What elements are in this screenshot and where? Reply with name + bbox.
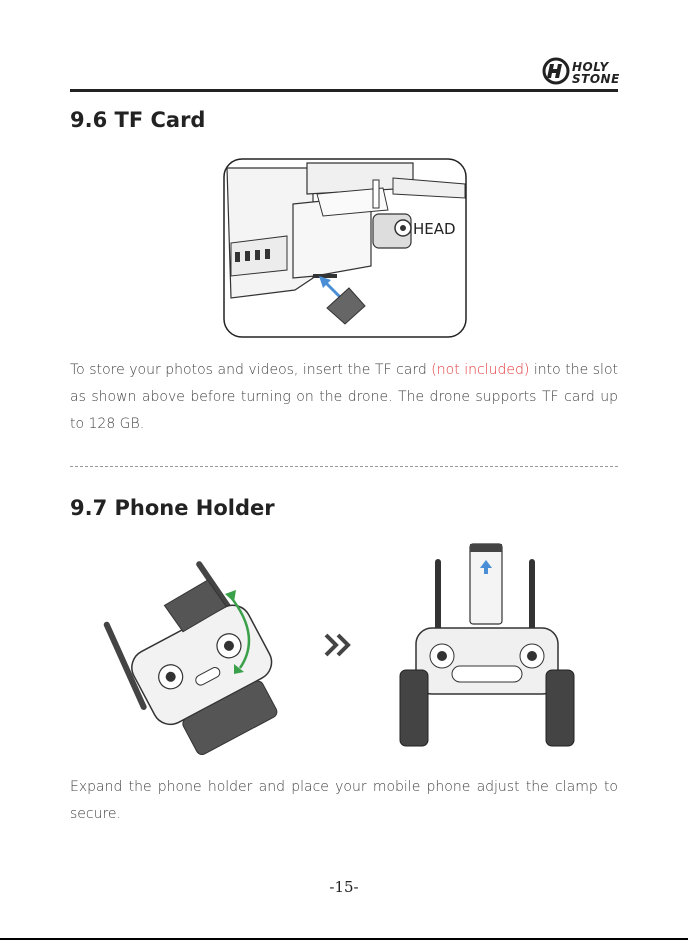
logo-text-stone: STONE	[572, 72, 620, 86]
section-title-phone-holder: 9.7 Phone Holder	[70, 496, 275, 520]
tf-para-part1: To store your photos and videos, insert the TF card	[70, 362, 432, 378]
tf-card-paragraph	[70, 357, 618, 438]
logo-emblem-icon	[542, 56, 570, 86]
not-included-highlight: (not included)	[431, 362, 530, 378]
controller-tilted-figure	[92, 556, 302, 760]
logo-text-holy: HOLY	[572, 60, 609, 74]
tf-card-figure	[223, 158, 467, 342]
page-number: -15-	[329, 878, 359, 896]
header-rule	[70, 89, 618, 92]
holy-stone-logo	[542, 56, 622, 90]
tf-para-part2: into the slot as shown above before turning on the drone. The drone supports TF card up to 128 GB.	[70, 362, 618, 432]
section-divider	[70, 466, 618, 467]
phone-holder-paragraph: Expand the phone holder and place your mobile phone adjust the clamp to secure.	[70, 779, 618, 822]
next-chevron-icon	[324, 632, 352, 662]
head-label: HEAD	[413, 220, 456, 238]
section-title-tf-card: 9.6 TF Card	[70, 108, 206, 132]
controller-front-figure	[392, 540, 582, 756]
